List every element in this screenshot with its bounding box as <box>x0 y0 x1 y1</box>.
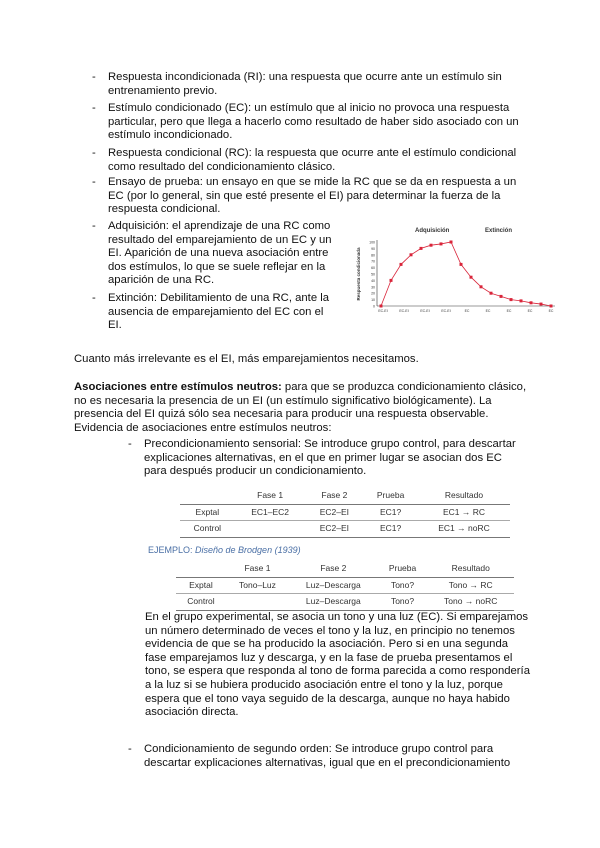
y-tick-label: 20 <box>371 291 375 296</box>
y-tick-label: 70 <box>371 259 375 264</box>
x-tick-label: EC-EI <box>441 309 451 313</box>
table-row <box>176 577 514 594</box>
column-header <box>180 488 235 504</box>
definition-ec: Estímulo condicionado (EC): un estímulo que al inicio no provoca una respuesta particular, pero que llega a hacerlo como resultado de haber sido asociado con un estímulo incondicionado. <box>108 102 519 142</box>
table-cell: EC2–EI <box>306 521 364 538</box>
definition-extincion: Extinción: Debilitamiento de una RC, ante la ausencia de emparejamiento del EC con el EI. <box>108 292 330 332</box>
table-cell: Tono? <box>378 577 428 594</box>
data-point <box>410 253 413 256</box>
paragraph: Cuanto más irrelevante es el EI, más emparejamientos necesitamos. <box>74 353 419 365</box>
data-point <box>540 303 543 306</box>
document-page: - Respuesta incondicionada (RI): una respuesta que ocurre ante un estímulo sin entrenamiento previo. - Estímulo condicionado (EC): un estímulo que al inicio no provoca una respuesta particular, pero que llega a hacerlo como resultado de haber sido asociado con un estímulo incondicionado. - Respuesta condicional (RC): la respuesta que ocurre ante el estímulo condicional como resultado del condicionamiento clásico. - Ensayo de prueba: un ensayo en que se mide la RC que se da en respuesta a un EC (por lo general, sin que esté presente el EI) para determinar la fuerza de la respuesta condicional. - Adquisición: el aprendizaje de una RC como resultado del emparejamiento de un EC y un EI. Aparición de una nueva asociación entre dos estímulos, lo que se suele reflejar en la aparición de una RC. - Extinción: Debilitamiento de una RC, ante la ausencia de emparejamiento del EC con el EI. Adquisición Extinción Respuesta condicionada 0 10 20 30 40 50 60 70 80 90 100 EC-EI EC-EI EC-EI EC-EI EC EC EC EC EC Cuanto más irrelevante es el EI, más emparejamientos necesitamos. Asociaciones entre estímulos neutros: para que se produzca condicionamiento clásico, no es necesaria la presencia de un EI (un estímulo significativo biológicamente). La presencia del EI quizá sólo sea necesaria para producir una respuesta observable. Evidencia de asociaciones entre estímulos neutros: - Precondicionamiento sensorial: Se introduce grupo control, para descartar explicaciones alternativas, en el que en primer lugar se asocian dos EC para después producir un condicionamiento. Fase 1 Fase 2 Prueba Resultado Exptal EC1–EC2 EC2–EI EC1? EC1 → RC Control EC2–EI EC1? EC1 → noRC EJEMPLO: Diseño de Brodgen (1939) Fase 1 Fase 2 Prueba Resultado Exptal Tono–Luz Luz–Descarga Tono? Tono → RC Control Luz–Descarga Tono? Tono → noRC En el grupo experimental, se asocia un tono y una luz (EC). Si emparejamos un número determinado de veces el tono y la luz, en principio no tenemos evidencia de que se ha producido la asociación. Pero si en una segunda fase emparejamos luz y descarga, y en la fase de prueba presentamos el tono, se espera que responda al tono de forma parecida a como respondería a la luz si se hubiera producido asociación entre el tono y la luz, porque espera que el tono vaya seguido de la descarga, aunque no haya habido asociación directa. - Condicionamiento de segundo orden: Se introduce grupo control para descartar explicaciones alternativas, igual que en el precondicionamiento <box>0 0 600 848</box>
table-row <box>180 504 510 521</box>
paragraph: Asociaciones entre estímulos neutros: para que se produzca condicionamiento clásico, no es necesaria la presencia de un EI (un estímulo significativo biológicamente). La presencia del EI quizá sólo sea necesaria para producir una respuesta observable. Evidencia de asociaciones entre estímulos neutros: <box>74 381 527 434</box>
column-header: Fase 2 <box>306 488 364 504</box>
data-point <box>380 305 383 308</box>
table-row <box>180 521 510 538</box>
y-tick-label: 50 <box>371 272 375 277</box>
x-tick-label: EC-EI <box>378 309 388 313</box>
design-table <box>180 488 510 538</box>
y-tick-label: 80 <box>371 253 375 258</box>
precondicionamiento-text: Precondicionamiento sensorial: Se introduce grupo control, para descartar explicaciones alternativas, en el que en primer lugar se asocian dos EC para después producir un condicionamiento. <box>144 438 516 478</box>
x-tick-label: EC <box>506 309 512 313</box>
table-cell: EC1? <box>363 521 418 538</box>
table-row <box>176 594 514 611</box>
data-point <box>500 295 503 298</box>
acquisition-extinction-chart <box>355 222 565 322</box>
example-caption: EJEMPLO: Diseño de Brodgen (1939) <box>148 545 301 555</box>
y-tick-label: 10 <box>371 298 375 303</box>
y-tick-label: 40 <box>371 278 375 283</box>
table-cell: Control <box>176 594 226 611</box>
y-tick-label: 60 <box>371 266 375 271</box>
chart-title-extinction: Extinción <box>485 228 513 234</box>
x-tick-label: EC-EI <box>399 309 409 313</box>
x-tick-label: EC-EI <box>420 309 430 313</box>
data-point <box>430 244 433 247</box>
table-cell: Luz–Descarga <box>289 594 377 611</box>
column-header: Fase 1 <box>235 488 306 504</box>
chart-title-acquisition: Adquisición <box>415 228 450 234</box>
table-cell: Exptal <box>180 504 235 521</box>
data-point <box>400 263 403 266</box>
data-point <box>440 242 443 245</box>
series-line <box>381 242 551 306</box>
table-cell: EC1 → RC <box>418 504 510 521</box>
column-header: Resultado <box>418 488 510 504</box>
y-axis-label: Respuesta condicionada <box>356 247 361 301</box>
table-cell: Tono → noRC <box>427 594 514 611</box>
column-header: Prueba <box>378 561 428 577</box>
data-point <box>490 292 493 295</box>
data-point <box>450 241 453 244</box>
column-header: Fase 1 <box>226 561 289 577</box>
column-header: Resultado <box>427 561 514 577</box>
data-point <box>530 301 533 304</box>
table-cell <box>235 521 306 538</box>
x-tick-label: EC <box>464 309 470 313</box>
table-cell: Tono → RC <box>427 577 514 594</box>
definition-ensayo: Ensayo de prueba: un ensayo en que se mide la RC que se da en respuesta a un EC (por lo general, sin que esté presente el EI) para determinar la fuerza de la respuesta condicional. <box>108 176 517 216</box>
table-cell: Exptal <box>176 577 226 594</box>
data-point <box>470 276 473 279</box>
table-cell: Luz–Descarga <box>289 577 377 594</box>
y-tick-label: 100 <box>369 240 375 245</box>
table-cell: EC2–EI <box>306 504 364 521</box>
definition-adquisicion: Adquisición: el aprendizaje de una RC como resultado del emparejamiento de un EC y un EI. Aparición de una nueva asociación entre dos estímulos, lo que se suele reflejar en la aparición de una RC. <box>108 220 332 287</box>
table-cell: EC1? <box>363 504 418 521</box>
table-cell: Tono? <box>378 594 428 611</box>
x-tick-label: EC <box>548 309 554 313</box>
data-point <box>480 285 483 288</box>
data-point <box>520 299 523 302</box>
paragraph: En el grupo experimental, se asocia un tono y una luz (EC). Si emparejamos un número determinado de veces el tono y la luz, en principio no tenemos evidencia de que se ha producido la asociación. Pero si en una segunda fase emparejamos luz y descarga, y en la fase de prueba presentamos el tono, se espera que responda al tono de forma parecida a como respondería a la luz si se hubiera producido asociación entre el tono y la luz, porque espera que el tono vaya seguido de la descarga, aunque no haya habido asociación directa. <box>145 611 530 719</box>
table-cell <box>226 594 289 611</box>
x-tick-label: EC <box>485 309 491 313</box>
table-cell: Control <box>180 521 235 538</box>
table-cell: EC1–EC2 <box>235 504 306 521</box>
y-tick-label: 90 <box>371 246 375 251</box>
data-point <box>510 298 513 301</box>
column-header: Prueba <box>363 488 418 504</box>
data-point <box>460 263 463 266</box>
definition-ri: Respuesta incondicionada (RI): una respuesta que ocurre ante un estímulo sin entrenamiento previo. <box>108 71 502 97</box>
data-point <box>390 279 393 282</box>
data-point <box>550 305 553 308</box>
definition-rc: Respuesta condicional (RC): la respuesta que ocurre ante el estímulo condicional como resultado del condicionamiento clásico. <box>108 147 517 173</box>
y-tick-label: 0 <box>373 304 375 309</box>
column-header <box>176 561 226 577</box>
brodgen-table <box>176 561 514 611</box>
heading-bold: Asociaciones entre estímulos neutros: <box>74 381 282 393</box>
table-cell: EC1 → noRC <box>418 521 510 538</box>
data-point <box>420 247 423 250</box>
y-tick-label: 30 <box>371 285 375 290</box>
x-tick-label: EC <box>527 309 533 313</box>
column-header: Fase 2 <box>289 561 377 577</box>
table-cell: Tono–Luz <box>226 577 289 594</box>
segundo-orden-text: Condicionamiento de segundo orden: Se introduce grupo control para descartar explicaciones alternativas, igual que en el precondicionamiento <box>144 743 511 769</box>
